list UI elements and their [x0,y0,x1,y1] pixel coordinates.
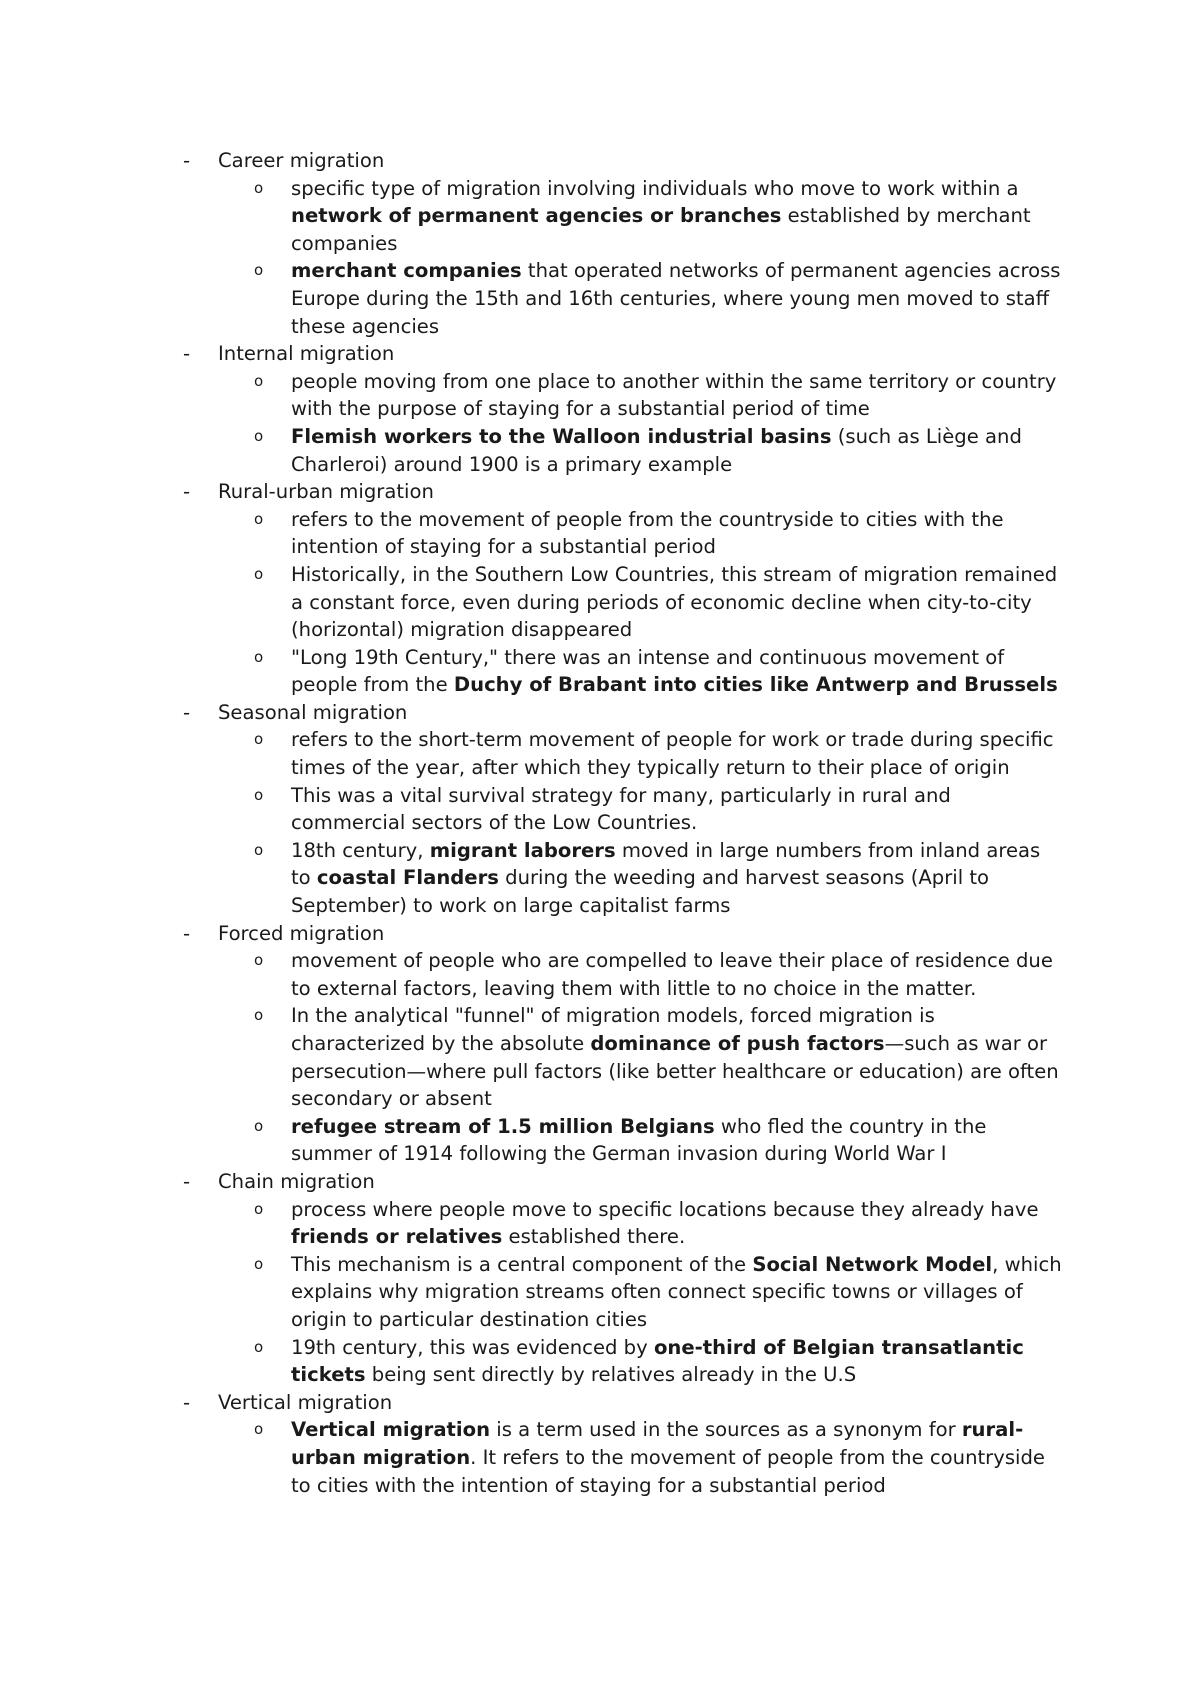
list-item [0,506,1066,561]
circle-bullet-icon: o [254,564,264,583]
circle-bullet-icon: o [254,840,264,859]
text-run: . It refers to the movement of people from the countryside to cities with the intention of staying for a substantial period [291,1445,1045,1497]
dash-bullet: - [183,1390,191,1414]
text-run: movement of people who are compelled to leave their place of residence due to external factors, leaving them with little to no choice in the matter. [291,949,1053,1000]
list-item [0,1416,1066,1499]
bold-text: friends or relatives [291,1225,503,1249]
dash-bullet: - [183,149,191,172]
migration-section [0,478,1200,699]
section-heading [0,920,1200,948]
migration-section [0,147,1200,340]
text-run: 18th century, [291,838,430,862]
list-item [0,947,1066,1002]
list-item [0,561,1066,644]
bold-text: coastal Flanders [316,866,499,890]
document-page [0,147,1200,1499]
text-run: Historically, in the Southern Low Countries, this stream of migration remained a constant force, even during periods of economic decline when city-to-city (horizontal) migration disappeared [291,562,1058,642]
circle-bullet-icon: o [254,1337,264,1356]
list-item [0,726,1066,781]
circle-bullet-icon: o [254,730,264,749]
text-run: that operated networks of permanent agencies across Europe during the 15th and 16th centuries, where young men moved to staff these agencies [291,259,1061,338]
bold-text: Vertical migration [291,1418,491,1442]
bold-text: network of permanent agencies or branches [291,204,782,228]
list-item [0,257,1066,340]
text-run: people moving from one place to another within the same territory or country with the purpose of staying for a substantial period of time [291,369,1057,421]
text-run: —such as war or persecution—where pull factors (like better healthcare or education) are often secondary or absent [291,1032,1059,1111]
list-item [0,368,1066,423]
circle-bullet-icon: o [254,1006,264,1025]
bold-text: refugee stream of 1.5 million Belgians [291,1114,715,1138]
section-title: Seasonal migration [218,700,408,724]
list-item [0,175,1066,258]
text-run: In the analytical "funnel" of migration models, forced migration is characterized by the absolute [291,1004,935,1055]
text-run: 19th century, this was evidenced by [291,1335,654,1359]
dash-bullet: - [183,921,191,945]
text-run: established there. [502,1225,686,1249]
text-run: during the weeding and harvest seasons (April to September) to work on large capitalist farms [291,866,990,918]
list-item [0,423,1066,478]
circle-bullet-icon: o [254,178,264,197]
dash-bullet: - [183,1169,191,1193]
list-item [0,644,1066,699]
list-item [0,782,1066,837]
migration-section [0,920,1200,1168]
text-run: (such as Liège and Charleroi) around 1900 is a primary example [291,424,1022,476]
circle-bullet-icon: o [254,1199,264,1218]
dash-bullet: - [183,480,191,504]
circle-bullet-icon: o [254,261,264,280]
circle-bullet-icon: o [254,426,264,445]
section-title: Career migration [218,149,385,172]
section-heading [0,340,1200,368]
list-item [0,1196,1066,1251]
section-title: Rural-urban migration [218,480,434,504]
bold-text: rural-urban migration [291,1418,1024,1469]
circle-bullet-icon: o [254,1420,264,1439]
section-heading [0,1389,1200,1417]
bold-text: Flemish workers to the Walloon industrial basins [291,424,832,448]
text-run: "Long 19th Century," there was an intense and continuous movement of people from the [291,645,1005,697]
circle-bullet-icon: o [254,785,264,804]
list-item [0,1113,1066,1168]
text-run: process where people move to specific locations because they already have [291,1197,1039,1221]
text-run: , which explains why migration streams often connect specific towns or villages of origin to particular destination cities [291,1252,1062,1331]
text-run: refers to the movement of people from the countryside to cities with the intention of staying for a substantial period [291,507,1004,559]
section-heading [0,478,1200,506]
section-heading [0,1168,1200,1196]
dash-bullet: - [183,700,191,724]
section-heading [0,147,1200,175]
list-item [0,1334,1066,1389]
list-item [0,1002,1066,1112]
migration-section [0,1168,1200,1389]
text-run: refers to the short-term movement of people for work or trade during specific times of the year, after which they typically return to their place of origin [291,728,1054,780]
section-title: Forced migration [218,921,385,945]
bold-text: one-third of Belgian transatlantic tickets [291,1335,1024,1387]
dash-bullet: - [183,342,191,366]
circle-bullet-icon: o [254,1116,264,1135]
bold-text: dominance of push factors [590,1032,885,1055]
circle-bullet-icon: o [254,951,264,970]
migration-section [0,1389,1200,1499]
section-title: Vertical migration [218,1390,393,1414]
list-item [0,1251,1066,1334]
text-run: being sent directly by relatives already in the U.S [365,1363,857,1387]
text-run: specific type of migration involving individuals who move to work within a [291,176,1019,200]
bold-text: merchant companies [291,259,522,283]
list-item [0,837,1066,920]
text-run: established by merchant companies [291,204,1031,255]
text-run: This mechanism is a central component of the [291,1252,753,1276]
section-title: Chain migration [218,1169,375,1193]
section-heading [0,699,1200,727]
text-run: This was a vital survival strategy for many, particularly in rural and commercial sectors of the Low Countries. [291,783,951,835]
section-title: Internal migration [218,342,395,366]
migration-section [0,699,1200,920]
circle-bullet-icon: o [254,371,264,390]
circle-bullet-icon: o [254,1254,264,1273]
circle-bullet-icon: o [254,647,264,666]
text-run: is a term used in the sources as a synonym for [490,1418,962,1442]
bold-text: Duchy of Brabant into cities like Antwerp and Brussels [453,673,1058,697]
bold-text: migrant laborers [429,838,616,862]
migration-section [0,340,1200,478]
bold-text: Social Network Model [752,1252,993,1276]
circle-bullet-icon: o [254,509,264,528]
text-run: who fled the country in the summer of 1914 following the German invasion during World War I [291,1114,987,1166]
text-run: moved in large numbers from inland areas to [291,838,1041,890]
